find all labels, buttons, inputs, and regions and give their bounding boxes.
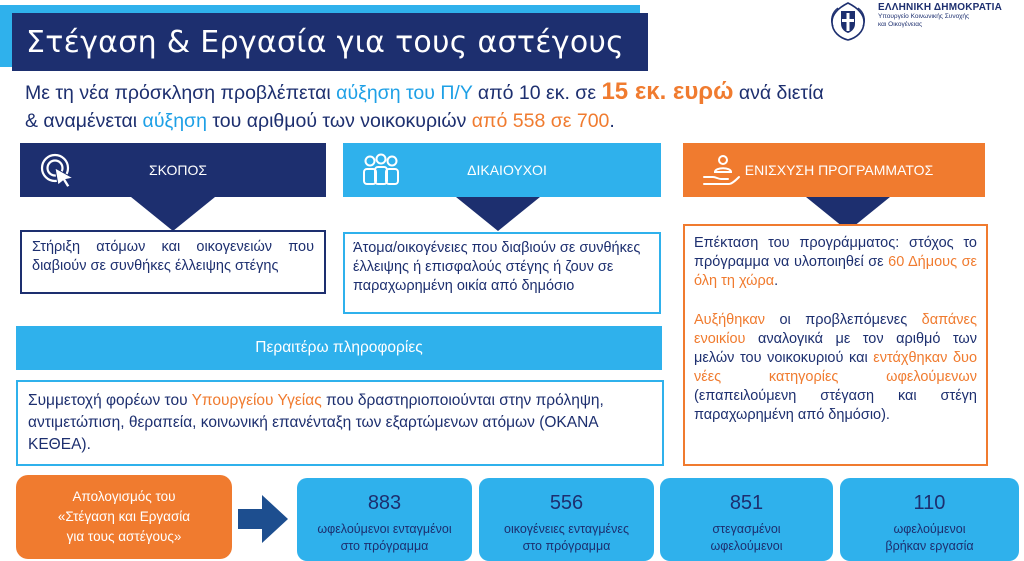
stat-card-employed xyxy=(840,478,1019,561)
report-line-2: «Στέγαση και Εργασία xyxy=(57,509,191,524)
stat-caption xyxy=(885,521,973,555)
intro-text-part: από 10 εκ. σε xyxy=(472,82,602,104)
stat-caption-line: στο πρόγραμμα xyxy=(340,539,429,553)
report-line-1: Απολογισμός του xyxy=(72,489,176,504)
stat-caption-line: ωφελούμενοι xyxy=(893,522,966,536)
title-banner xyxy=(12,13,648,71)
intro-line-1 xyxy=(25,78,885,107)
cursor-click-icon xyxy=(38,152,78,188)
boost-text-part: οι προβλεπόμενες xyxy=(765,312,922,328)
intro-text xyxy=(25,78,885,135)
beneficiaries-text-box xyxy=(343,232,661,314)
intro-text-part: Με τη νέα πρόσκληση προβλέπεται xyxy=(25,82,337,104)
goal-label: ΣΚΟΠΟΣ xyxy=(148,162,208,178)
boost-highlight-municipalities: 60 Δήμους σε όλη τη χώρα xyxy=(694,254,978,289)
stat-caption-line: οικογένειες ενταγμένες xyxy=(504,522,629,536)
hand-giving-icon xyxy=(701,152,741,188)
chevron-down-icon xyxy=(131,197,215,231)
stat-caption-line: στεγασμένοι xyxy=(712,522,781,536)
stat-value: 110 xyxy=(913,492,946,514)
goal-header xyxy=(20,143,326,197)
program-boost-text-box xyxy=(683,224,988,466)
more-info-text-box xyxy=(16,380,664,466)
logo-ministry-line2: και Οικογένειας xyxy=(878,21,923,28)
stat-caption-line: στο πρόγραμμα xyxy=(522,539,611,553)
more-info-highlight-ministry: Υπουργείου Υγείας xyxy=(191,392,322,409)
boost-text-part: . xyxy=(774,273,779,289)
stat-card-housed xyxy=(660,478,833,561)
logo-ministry-line1: Υπουργείο Κοινωνικής Συνοχής xyxy=(878,13,970,20)
boost-text-part: (επαπειλούμενη στέγαση και στέγη παραχωρημένη από δημόσιο). xyxy=(694,388,977,423)
report-summary-box xyxy=(16,475,232,559)
stat-value: 883 xyxy=(367,492,402,514)
boost-highlight-rent: δαπάνες ενοικίου xyxy=(694,312,977,347)
coat-of-arms-icon xyxy=(824,0,872,42)
goal-text: Στήριξη ατόμων και οικογενειών που διαβιούν σε συνθήκες έλλειψης στέγης xyxy=(32,239,314,274)
boost-paragraph-expansion xyxy=(694,234,977,291)
intro-text-part: ανά διετία xyxy=(733,82,824,104)
intro-highlight-budget: αύξηση του Π/Υ xyxy=(336,82,473,104)
intro-text-part: του αριθμού των νοικοκυριών xyxy=(206,110,472,132)
report-line-3: για τους αστέγους» xyxy=(66,529,182,544)
stat-caption-line: βρήκαν εργασία xyxy=(885,539,974,553)
intro-highlight-amount: 15 εκ. ευρώ xyxy=(601,78,734,105)
beneficiaries-header xyxy=(343,143,661,197)
boost-highlight-new-categories: δυο νέες κατηγορίες ωφελούμενων xyxy=(694,350,978,385)
chevron-down-icon xyxy=(456,197,540,231)
arrow-right-icon xyxy=(236,493,290,545)
beneficiaries-label: ΔΙΚΑΙΟΥΧΟΙ xyxy=(467,162,547,178)
stat-value: 556 xyxy=(549,492,584,514)
stat-caption xyxy=(710,521,782,555)
page-title: Στέγαση & Εργασία για τους αστέγους xyxy=(26,24,625,60)
more-info-banner xyxy=(16,326,662,370)
stat-card-beneficiaries xyxy=(297,478,472,561)
beneficiaries-text: Άτομα/οικογένειες που διαβιούν σε συνθήκες έλλειψης ή επισφαλούς στέγης ή ζουν σε παραχωρημένη οικία από δημόσιο xyxy=(353,240,641,294)
intro-highlight-increase: αύξηση xyxy=(142,110,207,132)
intro-text-part: & αναμένεται xyxy=(25,110,143,132)
stat-caption xyxy=(317,521,451,555)
intro-highlight-households: από 558 σε 700 xyxy=(471,110,610,132)
more-info-label: Περαιτέρω πληροφορίες xyxy=(255,339,423,356)
boost-text-part: αναλογικά με τον αριθμό των μελών του νοικοκυριού και xyxy=(694,331,977,366)
program-boost-label: ΕΝΙΣΧΥΣΗ ΠΡΟΓΡΑΜΜΑΤΟΣ xyxy=(744,162,934,178)
people-group-icon xyxy=(361,152,401,188)
more-info-text-part: Συμμετοχή φορέων του xyxy=(28,392,192,409)
goal-text-box xyxy=(20,230,326,294)
intro-text-part: . xyxy=(609,110,615,132)
more-info-text-part: που δραστηριοποιούνται στην πρόληψη, αντιμετώπιση, θεραπεία, κοινωνική επανένταξη των εξαρτώμενων ατόμων (ΟΚΑΝΑ ΚΕΘΕΑ). xyxy=(28,392,604,453)
stat-caption xyxy=(504,521,629,555)
logo-name: ΕΛΛΗΝΙΚΗ ΔΗΜΟΚΡΑΤΙΑ xyxy=(878,2,1003,13)
stat-card-families xyxy=(479,478,654,561)
stat-caption-line: ωφελούμενοι ενταγμένοι xyxy=(317,522,452,536)
boost-highlight-increased: Αυξήθηκαν xyxy=(694,312,765,328)
intro-line-2 xyxy=(25,107,885,135)
program-boost-header xyxy=(683,143,985,197)
boost-highlight-included: εντάχθηκαν xyxy=(873,350,948,366)
stat-caption-line: ωφελούμενοι xyxy=(710,539,783,553)
ministry-logo xyxy=(824,0,1024,44)
boost-text-part: Επέκταση του προγράμματος: στόχος το πρόγραμμα να υλοποιηθεί σε xyxy=(694,235,977,270)
stat-value: 851 xyxy=(729,492,764,514)
boost-paragraph-expenses xyxy=(694,311,977,425)
